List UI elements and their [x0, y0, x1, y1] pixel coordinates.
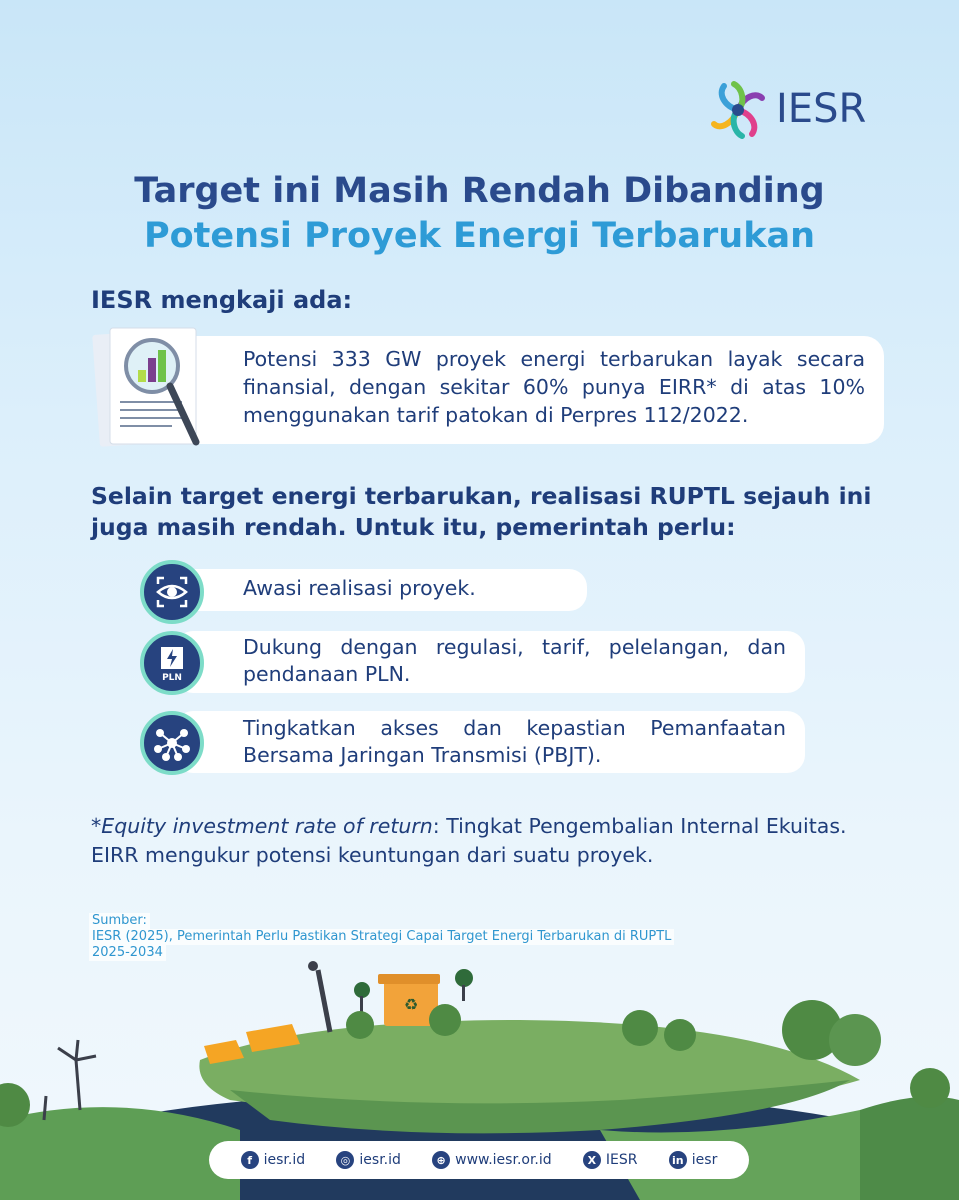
action-text: Dukung dengan regulasi, tarif, pelelangan, dan pendanaan PLN. — [243, 635, 786, 686]
linkedin-icon: in — [669, 1151, 687, 1169]
social-website[interactable] — [432, 1151, 552, 1169]
footnote — [91, 812, 851, 870]
social-instagram[interactable] — [336, 1151, 401, 1169]
title-line-1: Target ini Masih Rendah Dibanding — [134, 171, 825, 211]
brand-name: IESR — [776, 86, 867, 132]
iesr-logo — [706, 78, 866, 142]
social-label: iesr.id — [263, 1152, 306, 1168]
svg-text:♻: ♻ — [403, 995, 419, 1014]
section-heading: Selain target energi terbarukan, realisasi RUPTL sejauh ini juga masih rendah. Untuk itu, pemerintah perlu: — [91, 482, 872, 541]
instagram-icon: ◎ — [336, 1151, 354, 1169]
facebook-icon: f — [241, 1151, 259, 1169]
footnote-definition: : Tingkat Pengembalian Internal Ekuitas. EIRR mengukur potensi keuntungan dari suatu proyek. — [91, 814, 847, 867]
source-label: Sumber: — [89, 913, 150, 929]
globe-icon: ⊕ — [432, 1151, 450, 1169]
title-line-2: Potensi Proyek Energi Terbarukan — [143, 216, 815, 256]
social-footer — [209, 1141, 749, 1179]
social-label: iesr.id — [359, 1152, 401, 1168]
social-label: www.iesr.or.id — [455, 1152, 552, 1168]
action-icon-badge — [140, 560, 204, 624]
action-icon-badge — [140, 711, 204, 775]
wind-turbine-icon — [308, 961, 330, 1032]
action-icon-badge — [140, 631, 204, 695]
source-line-2: 2025-2034 — [89, 945, 166, 961]
document-magnifier-icon — [92, 322, 212, 454]
action-text: Awasi realisasi proyek. — [243, 576, 476, 600]
source-line-1: IESR (2025), Pemerintah Perlu Pastikan Strategi Capai Target Energi Terbarukan di RUPTL — [89, 929, 674, 945]
action-text: Tingkatkan akses dan kepastian Pemanfaatan Bersama Jaringan Transmisi (PBJT). — [243, 716, 786, 767]
iesr-logo-mark-icon — [706, 78, 770, 142]
network-icon — [144, 715, 200, 771]
social-linkedin[interactable] — [669, 1151, 718, 1169]
footnote-term: Equity investment rate of return — [101, 814, 433, 838]
eye-icon — [144, 564, 200, 620]
social-label: iesr — [691, 1152, 718, 1168]
social-x[interactable] — [583, 1151, 638, 1169]
social-facebook[interactable] — [241, 1151, 306, 1169]
social-label: IESR — [605, 1152, 638, 1168]
pln-label: PLN — [162, 673, 182, 683]
finding-text: Potensi 333 GW proyek energi terbarukan layak secara finansial, dengan sekitar 60% punya EIRR* di atas 10% menggunakan tarif patokan di Perpres 112/2022. — [243, 347, 865, 427]
x-icon: X — [583, 1151, 601, 1169]
footnote-marker: * — [91, 814, 102, 838]
lead-heading: IESR mengkaji ada: — [91, 286, 353, 314]
pln-icon — [144, 635, 200, 691]
